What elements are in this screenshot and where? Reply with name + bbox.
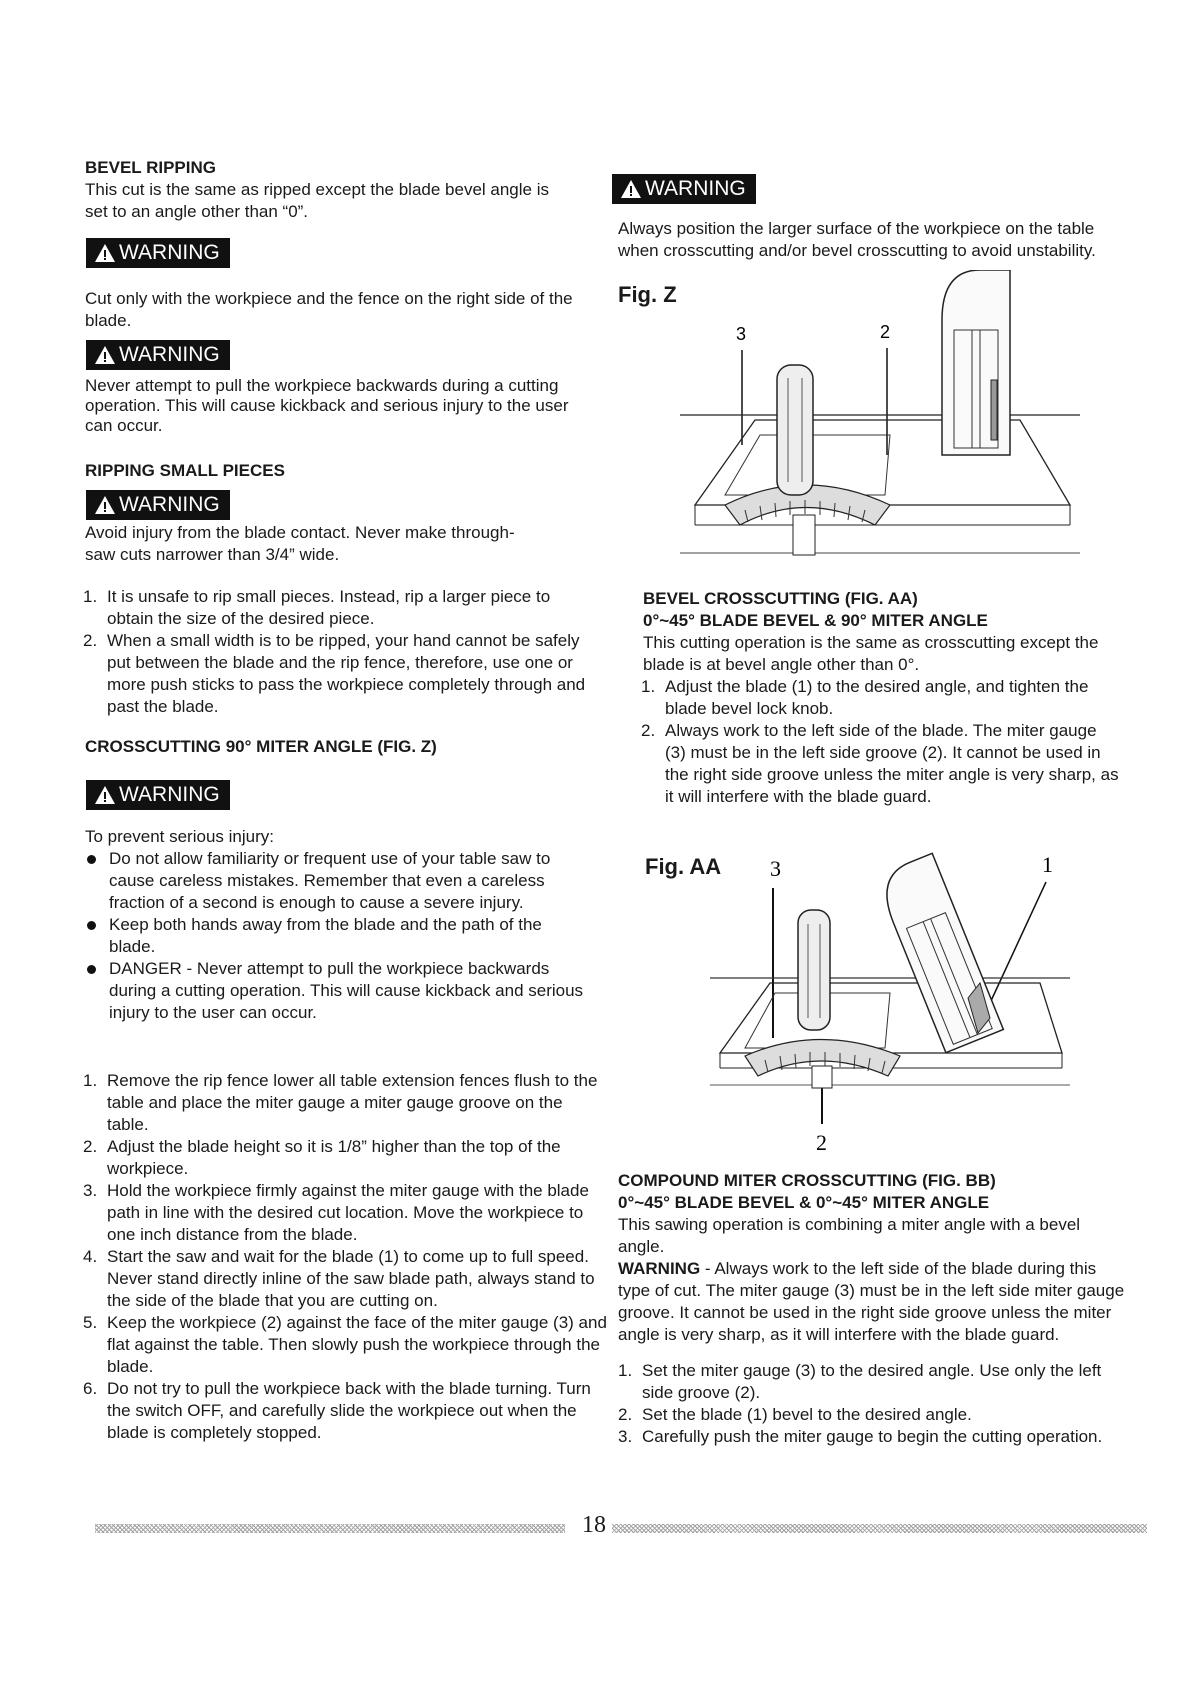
warning-triangle-icon — [620, 179, 642, 199]
compound-text: This sawing operation is combining a miter angle with a bevel angle. — [618, 1215, 1081, 1256]
footer-pattern-right — [612, 1524, 1147, 1533]
warning-triangle-icon — [94, 495, 116, 515]
compound-steps — [618, 1360, 1128, 1448]
list-item: 2. Adjust the blade height so it is 1/8” higher than the top of the workpiece. — [83, 1137, 561, 1178]
warning-badge — [86, 490, 230, 520]
list-item: 6. Do not try to pull the workpiece back with the blade turning. Turn the switch OFF, and carefully slide the workpiece out when the blade is completely stopped. — [83, 1379, 591, 1442]
warning-text: Always position the larger surface of the workpiece on the table when crosscutting and/or bevel crosscutting to avoid unstability. — [618, 219, 1096, 260]
callout-1: 1 — [1042, 852, 1053, 877]
fig-aa-label: Fig. AA — [645, 854, 722, 879]
warning-triangle-icon — [94, 345, 116, 365]
bullet-icon — [87, 965, 96, 974]
bevel-crosscutting-text: This cutting operation is the same as crosscutting except the blade is at bevel angle other than 0°. — [643, 633, 1099, 674]
callout-2: 2 — [816, 1130, 827, 1155]
callout-3: 3 — [736, 324, 747, 344]
list-item: 1. Set the miter gauge (3) to the desired angle. Use only the left side groove (2). — [618, 1361, 1102, 1402]
warning-text: Avoid injury from the blade contact. Never make through-saw cuts narrower than 3/4” wide. — [85, 523, 515, 564]
warning-label: WARNING — [119, 343, 220, 366]
list-item: 3. Hold the workpiece firmly against the miter gauge with the blade path in line with the desired cut location. Move the workpiece to one inch distance from the blade. — [83, 1181, 589, 1244]
list-item: Keep both hands away from the blade and the path of the blade. — [85, 914, 585, 958]
bullet-icon — [87, 921, 96, 930]
warning-label: WARNING — [119, 783, 220, 806]
list-item: 2. Set the blade (1) bevel to the desired angle. — [618, 1405, 972, 1424]
ripping-small-heading: RIPPING SMALL PIECES — [85, 461, 285, 480]
warning-label: WARNING — [119, 241, 220, 264]
warning-label: WARNING — [119, 493, 220, 516]
list-item: 1. It is unsafe to rip small pieces. Instead, rip a larger piece to obtain the size of the desired piece. — [83, 587, 551, 628]
warning-intro: To prevent serious injury: — [85, 827, 274, 846]
warning-badge — [86, 780, 230, 810]
list-item: 4. Start the saw and wait for the blade (1) to come up to full speed. Never stand directly inline of the saw blade path, always stand to the side of the blade that you are cutting on. — [83, 1247, 595, 1310]
warning-bullets — [85, 848, 585, 1024]
list-item: DANGER - Never attempt to pull the workpiece backwards during a cutting operation. This will cause kickback and serious injury to the user can occur. — [85, 958, 585, 1024]
callout-3: 3 — [770, 856, 781, 881]
bevel-crosscutting-steps — [641, 676, 1121, 808]
callout-2: 2 — [880, 322, 891, 342]
bevel-ripping-text: This cut is the same as ripped except the blade bevel angle is set to an angle other than “0”. — [85, 180, 549, 221]
bevel-crosscutting-subheading: 0°~45° BLADE BEVEL & 90° MITER ANGLE — [643, 611, 988, 630]
compound-heading: COMPOUND MITER CROSSCUTTING (FIG. BB) — [618, 1171, 996, 1190]
warning-badge — [612, 174, 756, 204]
bevel-crosscutting-section — [643, 588, 1128, 808]
list-item: Do not allow familiarity or frequent use of your table saw to cause careless mistakes. Remember that even a careless fraction of a second is enough to cause a severe injury. — [85, 848, 585, 914]
crosscutting-steps — [83, 1070, 608, 1444]
list-item: 1. Adjust the blade (1) to the desired angle, and tighten the blade bevel lock knob. — [641, 677, 1089, 718]
fig-z-label: Fig. Z — [618, 282, 677, 307]
page-number: 18 — [582, 1512, 606, 1538]
compound-warning: WARNING - Always work to the left side of the blade during this type of cut. The miter gauge (3) must be in the left side miter gauge groove. It cannot be used in the right side groove unless the miter angle is very sharp, as it will interfere with the blade guard. — [618, 1259, 1125, 1344]
list-item: 2. Always work to the left side of the blade. The miter gauge (3) must be in the left side groove (2). It cannot be used in the right side groove unless the miter angle is very sharp, as it will interfere with the blade guard. — [641, 721, 1119, 806]
bevel-ripping-section — [85, 157, 575, 223]
crosscutting-heading: CROSSCUTTING 90° MITER ANGLE (FIG. Z) — [85, 737, 437, 756]
warning-badge — [86, 238, 230, 268]
warning-text: Cut only with the workpiece and the fence on the right side of the blade. — [85, 289, 573, 330]
compound-subheading: 0°~45° BLADE BEVEL & 0°~45° MITER ANGLE — [618, 1193, 990, 1212]
warning-badge — [86, 340, 230, 370]
list-item: 2. When a small width is to be ripped, your hand cannot be safely put between the blade and the rip fence, therefore, use one or more push sticks to pass the workpiece completely through and past the blade. — [83, 631, 586, 716]
compound-miter-section — [618, 1170, 1128, 1448]
small-pieces-steps — [83, 586, 588, 718]
bullet-icon — [87, 855, 96, 864]
fig-z-diagram — [680, 270, 1100, 560]
footer-pattern-left — [95, 1524, 565, 1533]
warning-text: Never attempt to pull the workpiece backwards during a cutting operation. This will cause kickback and serious injury to the user can occur. — [85, 376, 569, 435]
bevel-ripping-heading: BEVEL RIPPING — [85, 158, 216, 177]
list-item: 5. Keep the workpiece (2) against the face of the miter gauge (3) and flat against the table. Then slowly push the workpiece through the blade. — [83, 1313, 607, 1376]
warning-triangle-icon — [94, 785, 116, 805]
list-item: 1. Remove the rip fence lower all table extension fences flush to the table and place the miter gauge a miter gauge groove on the table. — [83, 1071, 598, 1134]
fig-aa-diagram — [710, 848, 1080, 1158]
bevel-crosscutting-heading: BEVEL CROSSCUTTING (FIG. AA) — [643, 589, 918, 608]
list-item: 3. Carefully push the miter gauge to begin the cutting operation. — [618, 1427, 1103, 1446]
warning-triangle-icon — [94, 243, 116, 263]
warning-label: WARNING — [645, 177, 746, 200]
